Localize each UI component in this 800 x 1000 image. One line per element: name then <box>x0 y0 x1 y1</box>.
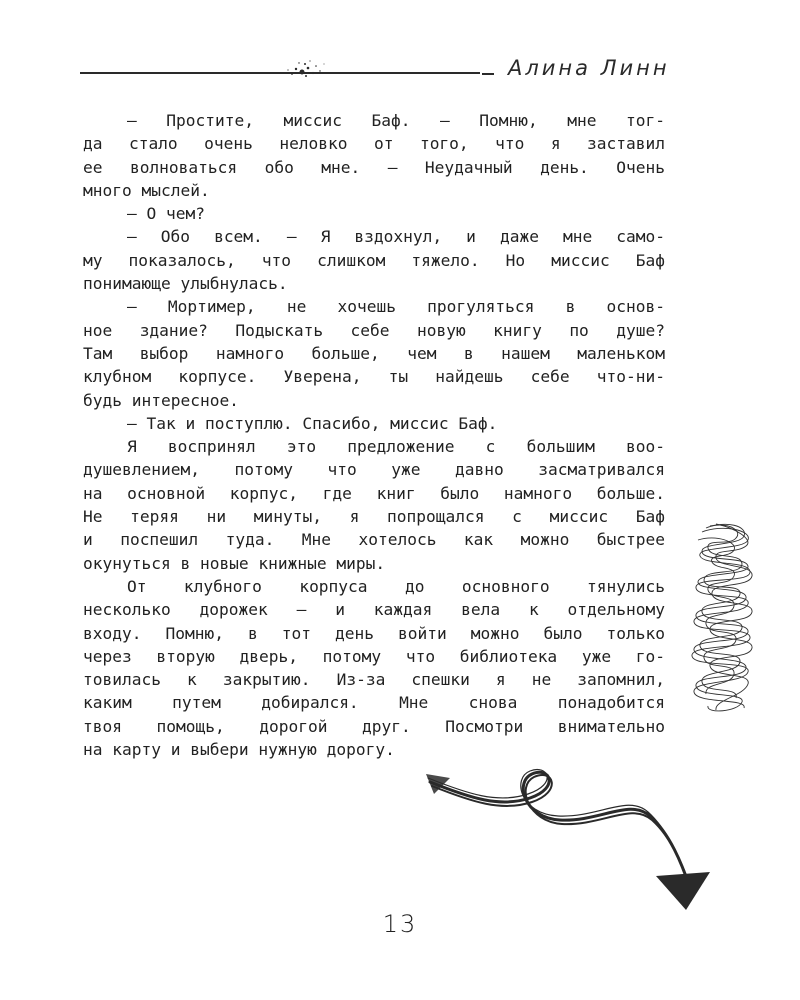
text-line: — Обо всем. — Я вздохнул, и даже мне само- <box>127 227 665 247</box>
text-line: — О чем? <box>127 204 205 224</box>
text-line: будь интересное. <box>83 390 239 410</box>
text-line: входу. Помню, в тот день войти можно было только <box>83 623 665 643</box>
page-number: 13 <box>382 910 418 938</box>
text-line: много мыслей. <box>83 180 210 200</box>
text-line: — Мортимер, не хочешь прогуляться в основ- <box>127 297 665 317</box>
body-text <box>83 109 665 761</box>
ink-splash-icon <box>280 55 330 85</box>
text-line: — Простите, миссис Баф. — Помню, мне тог- <box>127 111 665 130</box>
text-line: товилась к закрытию. Из-за спешки я не запомнил, <box>83 670 665 690</box>
text-line: да стало очень неловко от того, что я заставил <box>83 134 665 154</box>
text-line: Не теряя ни минуты, я попрощался с миссис Баф <box>83 507 665 527</box>
text-line: и поспешил туда. Мне хотелось как можно быстрее <box>83 530 665 550</box>
text-line: окунуться в новые книжные миры. <box>83 553 386 573</box>
author-name: Алина Линн <box>508 56 670 80</box>
text-line: несколько дорожек — и каждая вела к отдельному <box>83 600 665 620</box>
text-line: ее волноваться обо мне. — Неудачный день. Очень <box>83 157 665 177</box>
text-line: клубном корпусе. Уверена, ты найдешь себе что-ни- <box>83 367 665 387</box>
header-rule-dash <box>482 73 494 75</box>
curved-arrow-icon <box>420 768 720 918</box>
text-line: на основной корпус, где книг было намного больше. <box>83 483 665 503</box>
text-line: каким путем добирался. Мне снова понадобится <box>83 693 665 713</box>
text-line: От клубного корпуса до основного тянулись <box>127 576 665 596</box>
text-line: через вторую дверь, потому что библиотека уже го- <box>83 646 665 666</box>
text-line: му показалось, что слишком тяжело. Но миссис Баф <box>83 250 665 270</box>
text-line: ное здание? Подыскать себе новую книгу по душе? <box>83 320 665 340</box>
scribble-decoration-icon <box>686 520 758 720</box>
text-line: душевлением, потому что уже давно засматривался <box>83 460 665 480</box>
text-line: твоя помощь, дорогой друг. Посмотри внимательно <box>83 716 665 736</box>
text-line: Я воспринял это предложение с большим воо- <box>127 437 665 457</box>
text-line: Там выбор намного больше, чем в нашем маленьком <box>83 343 665 363</box>
text-line: на карту и выбери нужную дорогу. <box>83 740 395 760</box>
text-line: понимающе улыбнулась. <box>83 274 288 294</box>
text-line: — Так и поступлю. Спасибо, миссис Баф. <box>127 413 498 433</box>
